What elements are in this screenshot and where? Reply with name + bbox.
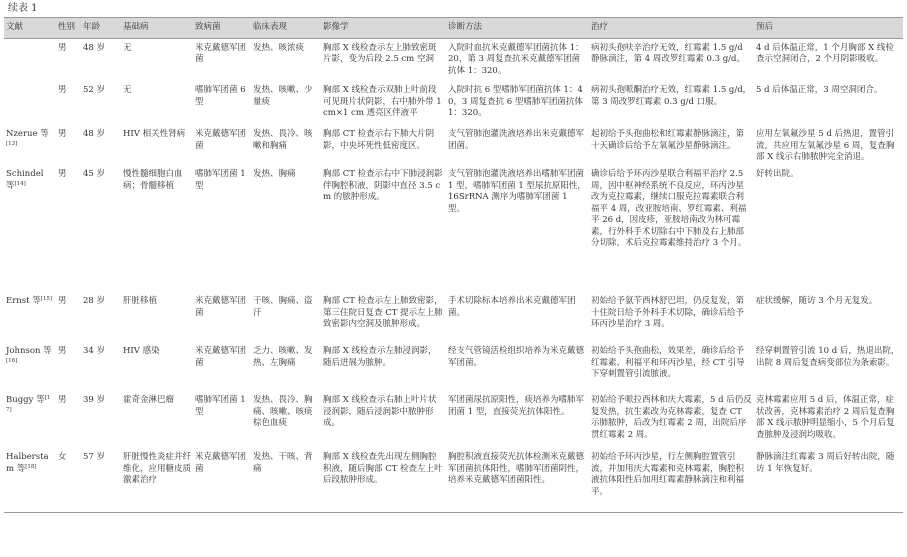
- cell-underlying: 霍奇金淋巴瘤: [123, 395, 175, 405]
- cell-prognosis: 克林霉素应用 5 d 后，体温正常，症状改善，克林霉素治疗 2 周后复查胸部 X 线示脓肿明显缩小，5 个月后复查脓肿及浸润均吸收。: [756, 395, 895, 440]
- table-row: [4, 38, 903, 81]
- header-treatment: 治疗: [589, 18, 754, 39]
- cell-clinical: 发热、咳嗽、少量痰: [253, 85, 313, 107]
- cell-diagnosis: 入院时血抗米克戴德军团菌抗体 1：20，第 3 周复查抗米克戴德军团菌抗体 1：320。: [448, 42, 584, 76]
- header-pathogen: 致病菌: [193, 18, 251, 39]
- cell-age: 45 岁: [83, 169, 106, 179]
- cell-sex: 男: [58, 129, 67, 139]
- table-row: [4, 125, 903, 165]
- cell-prognosis: 经穿刺置管引流 10 d 后，热退出院，出院 8 周后复查病变部位为条索影。: [756, 346, 900, 368]
- header-literature: 文献: [4, 18, 56, 39]
- literature-author: Nzerue 等: [6, 129, 49, 139]
- cell-diagnosis: 支气管肺泡灌洗液培养出米克戴德军团菌。: [448, 129, 585, 151]
- cell-sex: 男: [58, 346, 67, 356]
- cell-sex: 男: [58, 42, 67, 53]
- cell-imaging: 胸部 X 线检查示右肺上叶片状浸润影，随后浸润影中脓肿形成。: [323, 395, 437, 428]
- cell-underlying: HIV 相关性肾病: [123, 129, 186, 139]
- cell-age: 48 岁: [83, 129, 106, 139]
- cell-clinical: 乏力、咳嗽、发热、左胸痛: [253, 346, 313, 368]
- cell-diagnosis: 胸腔积液直接荧光抗体检测米克戴德军团菌抗体阳性，嗜肺军团菌阴性，培养米克戴德军团菌阳性。: [446, 448, 589, 512]
- cell-clinical: 发热、干咳、背痛: [251, 448, 321, 512]
- cell-diagnosis: 经支气管镜活检组织培养为米克戴德军团菌。: [448, 346, 585, 368]
- cell-literature: [4, 125, 56, 165]
- cell-age: 52 岁: [83, 85, 106, 95]
- table-row: [4, 165, 903, 292]
- reference-number: [17]: [6, 395, 51, 413]
- cell-imaging: 胸部 CT 检查示左上肺致密影，第三住院日复查 CT 提示左上肺致密影内空洞及脓肿形成。: [323, 296, 443, 329]
- cell-clinical: 发热、胸痛: [253, 169, 296, 179]
- cell-pathogen: 米克戴德军团菌: [193, 448, 251, 512]
- cell-sex: 女: [56, 448, 81, 512]
- cell-literature: [4, 38, 56, 81]
- cell-pathogen: 米克戴德军团菌: [195, 129, 247, 151]
- cell-pathogen: 嗜肺军团菌 6 型: [195, 85, 246, 107]
- literature-author: Ernst 等: [6, 296, 41, 306]
- cell-treatment: 起初给予头孢曲松和红霉素静脉滴注，第十天确诊后给予左氧氟沙星静脉滴注。: [591, 129, 745, 151]
- header-underlying: 基础病: [121, 18, 193, 39]
- cell-literature: [4, 448, 56, 512]
- cell-age: 57 岁: [81, 448, 121, 512]
- reference-number: [14]: [14, 180, 26, 187]
- reference-number: [15]: [40, 296, 53, 302]
- cell-imaging: 胸部 X 线检查先出现左侧胸腔积液，随后胸部 CT 检查左上叶后段脓肿形成。: [321, 448, 446, 512]
- cell-clinical: 发热、畏冷、胸痛、咳嗽、咳痰棕色血痰: [253, 395, 313, 428]
- cell-imaging: 胸部 X 线检查示左肺浸润影，随后进展为脓肿。: [323, 346, 437, 368]
- cell-age: 39 岁: [83, 395, 106, 405]
- cell-diagnosis: 入院时抗 6 型嗜肺军团菌抗体 1：40，3 周复查抗 6 型嗜肺军团菌抗体 1：320。: [448, 85, 583, 118]
- cell-literature: [4, 391, 56, 448]
- cell-treatment: 初始给予头孢曲松，效果差，确诊后给予红霉素、利福平和环丙沙星，经 CT 引导下穿刺置管引流脓液。: [591, 346, 745, 379]
- cell-pathogen: 米克戴德军团菌: [195, 42, 247, 64]
- reference-number: [13]: [6, 140, 18, 147]
- literature-author: Buggy 等: [6, 395, 45, 405]
- cell-underlying: 无: [123, 85, 132, 95]
- cell-underlying: HIV 感染: [123, 346, 160, 356]
- table-caption: 续表 1: [8, 3, 38, 14]
- header-age: 年龄: [81, 18, 121, 39]
- header-prognosis: 预后: [754, 18, 903, 39]
- cell-clinical: 发热、咳浓痰: [253, 42, 305, 53]
- table-row: [4, 292, 903, 342]
- table-header-row: [4, 18, 903, 39]
- cell-literature: [4, 81, 56, 125]
- cell-pathogen: 嗜肺军团菌 1 型: [195, 169, 246, 191]
- table-row: [4, 342, 903, 391]
- literature-author: Johnson 等: [6, 346, 52, 356]
- cell-treatment: 确诊后给予环丙沙星联合利福平治疗 2.5 周，因中枢神经系统不良反应，环丙沙星改为克拉霉素，继续口服克拉霉素联合利福平 4 周，改亚胺培南、罗红霉素、利福平 26 d，因皮疹，亚胺培南改为林可霉素，行外科手术切除右中下肺及右上肺部分切除，术后克拉霉素维持治疗 3 个月。: [591, 169, 747, 248]
- cell-clinical: 干咳、胸痛、盗汗: [253, 296, 313, 318]
- cell-age: 28 岁: [83, 296, 106, 306]
- cell-pathogen: 嗜肺军团菌 1 型: [195, 395, 246, 417]
- table-row: [4, 391, 903, 448]
- header-sex: 性别: [56, 18, 81, 39]
- cell-treatment: 病初头孢呋辛治疗无效，红霉素 1.5 g/d 静脉滴注，第 4 周改罗红霉素 0.3 g/d。: [591, 42, 745, 64]
- cell-prognosis: 静脉滴注红霉素 3 周后好转出院，随访 1 年恢复好。: [754, 448, 903, 512]
- cell-treatment: 初始给予哌拉西林和庆大霉素，5 d 后仍反复发热，抗生素改为克林霉素，复查 CT 示肺脓肿，后改为红霉素 2 周，出院后序贯红霉素 2 周。: [591, 395, 752, 440]
- cell-imaging: 胸部 X 线检查示双肺上叶前段可见斑片状阴影，右中肺外带 1 cm×1 cm 透亮区伴液平: [323, 85, 442, 118]
- cell-prognosis: 症状缓解，随访 3 个月无复发。: [756, 296, 878, 306]
- table-row: [4, 81, 903, 125]
- cell-diagnosis: 支气管肺泡灌洗液培养出嗜肺军团菌 1 型，嗜肺军团菌 1 型尿抗原阳性，16SrRNA 测序为嗜肺军团菌 1 型。: [448, 169, 586, 214]
- cell-prognosis: 5 d 后体温正常，3 周空洞闭合。: [756, 85, 883, 95]
- header-diagnosis: 诊断方法: [446, 18, 589, 39]
- cell-prognosis: 好转出院。: [756, 169, 799, 179]
- cell-prognosis: 4 d 后体温正常，1 个月胸部 X 线检查示空洞闭合，2 个月阴影吸收。: [756, 42, 894, 64]
- cell-clinical: 发热、畏冷、咳嗽和胸痛: [253, 129, 313, 151]
- cell-prognosis: 应用左氧氟沙星 5 d 后热退，置管引流，共应用左氧氟沙星 6 周，复查胸部 X 线示右肺脓肿完全消退。: [756, 129, 895, 162]
- cell-imaging: 胸部 X 线检查示左上肺致密斑片影，变为后段 2.5 cm 空洞: [323, 42, 437, 64]
- cell-sex: 男: [58, 296, 67, 306]
- cell-underlying: 肝脏移植: [123, 296, 158, 306]
- cell-literature: [4, 165, 56, 292]
- cell-diagnosis: 手术切除标本培养出米克戴德军团菌。: [448, 296, 576, 318]
- cell-literature: [4, 342, 56, 391]
- cell-sex: 男: [58, 395, 67, 405]
- cell-diagnosis: 军团菌尿抗原阳性，痰培养为嗜肺军团菌 1 型，直接荧光抗体阳性。: [448, 395, 585, 417]
- cell-treatment: 初始给予氨苄西林舒巴坦，仍反复发，第十住院日给予外科手术切除，确诊后给予环丙沙星治疗 3 周。: [591, 296, 745, 329]
- literature-author: Schindel 等: [6, 169, 44, 191]
- cell-age: 34 岁: [83, 346, 106, 356]
- cell-sex: 男: [58, 85, 67, 95]
- cell-treatment: 病初头孢哌酮治疗无效，红霉素 1.5 g/d，第 3 周改罗红霉素 0.3 g/d 口服。: [591, 85, 752, 107]
- cell-age: 48 岁: [83, 42, 106, 53]
- header-clinical: 临床表现: [251, 18, 321, 39]
- cell-treatment: 初始给予环丙沙星，行左侧胸腔置管引流，并加用庆大霉素和克林霉素，胸腔积液抗体阳性后加用红霉素静脉滴注和利福平。: [589, 448, 754, 512]
- cell-imaging: 胸部 CT 检查示右中下肺浸润影伴胸腔积液，阴影中直径 3.5 cm 的脓肿形成。: [323, 169, 443, 202]
- cell-literature: [4, 292, 56, 342]
- cell-pathogen: 米克戴德军团菌: [195, 296, 247, 318]
- header-imaging: 影像学: [321, 18, 446, 39]
- cell-underlying: 无: [123, 42, 132, 53]
- case-table: [4, 17, 903, 513]
- cell-pathogen: 米克戴德军团菌: [195, 346, 247, 368]
- table-row: [4, 448, 903, 512]
- cell-underlying: 肝脏慢性炎症并纤维化，应用糖皮质激素治疗: [121, 448, 193, 512]
- reference-number: [18]: [25, 463, 37, 470]
- literature-author: Halberstam 等: [6, 452, 49, 474]
- reference-number: [16]: [6, 357, 18, 364]
- cell-sex: 男: [58, 169, 67, 179]
- cell-underlying: 慢性髓细胞白血病；骨髓移植: [123, 169, 183, 191]
- cell-imaging: 胸部 CT 检查示右下肺大片阴影，中央坏死性低密度区。: [323, 129, 435, 151]
